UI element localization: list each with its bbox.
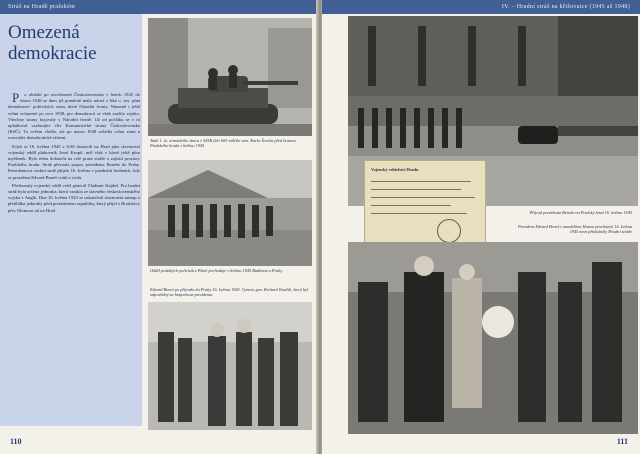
chapter-title: [8, 22, 140, 64]
article-body: [8, 92, 140, 422]
president-caption: Prezident Edvard Beneš s manželkou Hanou procházejí 16. května 1945 mezi příslušníky Hradní stráže: [518, 224, 632, 235]
document-line: [371, 189, 461, 190]
document-line: [371, 205, 451, 206]
title-line-2: demokracie: [8, 43, 97, 64]
handshake-caption: Edvard Beneš po příjezdu do Prahy 16. května 1945. Vpravo gen. Richard Tesařík, který byl odpovědný za bezpečnost prezidenta: [150, 287, 309, 298]
document-title: Vojenský velitelství Hradu: [371, 167, 419, 172]
title-line-1: Omezená: [8, 22, 80, 43]
paragraph-1: [8, 92, 140, 142]
tank-photo: [148, 18, 312, 136]
president-photo: [348, 242, 638, 434]
arrival-caption: Příjezd prezidenta Beneše na Pražský hrad 16. května 1945: [529, 210, 632, 215]
right-page: [322, 0, 640, 454]
handshake-photo: [148, 302, 312, 430]
paragraph-3: Předsunutý vojenský oddíl velel generál Vladimír Kajdoš. Pro hradní stráž byla určena jednotka, která vznikla ze slavného československého vojska v Anglii. Dne 16. května 1945 se uskutečnil slavnostní nástup a přehlídka jednotky před prezidentem republiky, který přijel z Bratislavy přes Olomouc až na Hrad.: [8, 182, 140, 213]
stamp-seal: [437, 219, 461, 243]
right-running-header: IV. – Hradní stráž na křižovatce (1945 až 1948): [322, 0, 640, 14]
parade-photo-image: [148, 160, 312, 266]
president-photo-image: [348, 242, 638, 434]
drop-cap: P: [12, 92, 20, 105]
document-line: [371, 197, 475, 198]
document-line: [371, 181, 471, 182]
left-running-header: Stráž na Hradě pražském: [0, 0, 318, 14]
left-page-number: 110: [10, 437, 22, 446]
handshake-photo-image: [148, 302, 312, 430]
parade-photo: [148, 160, 312, 266]
tank-photo-image: [148, 18, 312, 136]
paragraph-2: Když se 16. května 1945 v 6.00 dostavili na Hrad jako slavnostní vojenský oddíl plukovník Josef Krupil, měl vlak v hlavě ještě plno myšlenek. Bylo třeba dokončit na celé praze stráže a zajistit prostory Pražského hradu. Stráž převzala prapor prezidenta Beneše do Prahy. Prezidentova osobní stráž přijela 16. května v pozdních hodinách, kdy se prezident Edvard Beneš vrátil z exilu.: [8, 143, 140, 180]
tank-caption: Tank 1. čs. armádního sboru v SSSR (šlo 603-válčilo vzm. Karla Ševeka před branou Pražského hradu v květnu 1945: [150, 138, 296, 149]
paragraph-1-text: o období po osvobození Československa v letech 1945 do února 1948 se dnes již poměrně málo mluví a říká o ‚tzv. plná demokracie‘ politických stran, které Národní fronty. Názorně i ještě velmi ochuzené po roce 1938, pro demokracii se však zrušilo vojsko. Všechny strany bojovaly v Národní frontě. Už od počátku se v ní uplatňoval vzrůstající vliv Komunistické strany Československa (KSČ). Ta ovšem vládla, ale po únoru 1948 ovládla celou zemi a rozvrátila demokratické zřízení.: [8, 92, 140, 141]
right-page-number: 111: [616, 437, 628, 446]
document-line: [371, 213, 467, 214]
military-document: [364, 160, 486, 248]
left-page: [0, 0, 318, 454]
parade-caption: Oddíl pražských policistů z Plzně pochoduje v květnu 1945 Budínem a Prahy: [150, 268, 283, 273]
